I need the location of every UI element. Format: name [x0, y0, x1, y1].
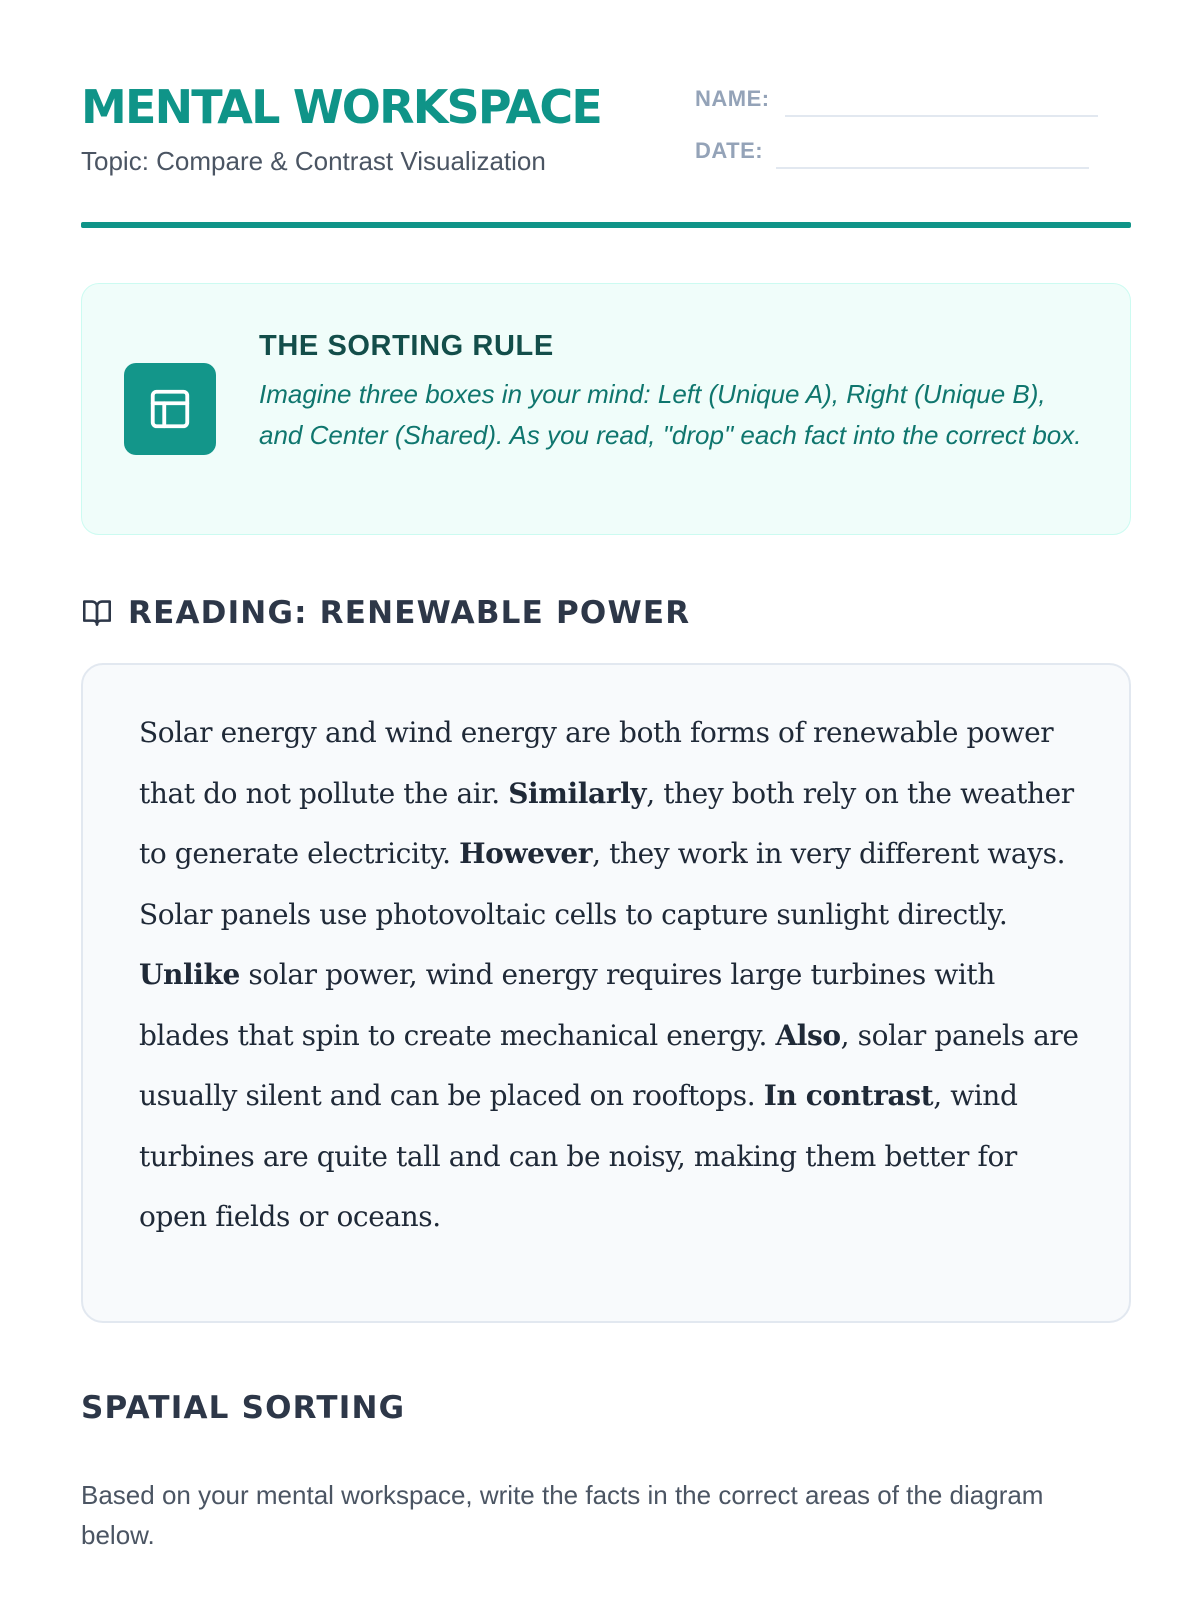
reading-passage	[139, 703, 1079, 1248]
passage-text: solar power, wind energy requires large turbines with blades that spin to create mechanical energy.	[139, 958, 995, 1052]
reading-passage-card	[81, 663, 1131, 1323]
transition-word: Similarly	[508, 776, 647, 810]
rule-heading: THE SORTING RULE	[259, 330, 554, 362]
reading-section-header	[81, 593, 690, 633]
transition-word: Unlike	[139, 958, 240, 991]
transition-word: In contrast	[763, 1079, 934, 1112]
passage-text: , they both rely on the weather to generate electricity.	[139, 776, 1074, 870]
page-title: MENTAL WORKSPACE	[81, 80, 601, 134]
sorting-rule-card	[81, 283, 1131, 535]
transition-word: Also	[775, 1018, 841, 1052]
sorting-instructions: Based on your mental workspace, write the facts in the correct areas of the diagram below.	[81, 1480, 1044, 1550]
passage-text: , wind turbines are quite tall and can be noisy, making them better for open fields or oceans.	[139, 1079, 1018, 1233]
name-field[interactable]	[785, 115, 1098, 117]
transition-word: However	[459, 837, 593, 870]
passage-text: , they work in very different ways. Solar panels use photovoltaic cells to capture sunlight directly.	[139, 837, 1066, 931]
book-open-icon	[81, 598, 115, 628]
reading-heading: READING: RENEWABLE POWER	[128, 595, 691, 631]
name-label: NAME:	[695, 86, 770, 111]
header-divider	[81, 222, 1131, 228]
passage-text: , solar panels are usually silent and can be placed on rooftops.	[139, 1018, 1079, 1112]
topic-subtitle: Topic: Compare & Contrast Visualization	[81, 146, 546, 176]
rule-text: Imagine three boxes in your mind: Left (Unique A), Right (Unique B), and Center (Shared). As you read, "drop" each fact into the correct box.	[259, 379, 1082, 450]
worksheet-header	[81, 78, 1131, 228]
spatial-sorting-heading: SPATIAL SORTING	[81, 1390, 406, 1426]
layout-icon	[124, 363, 216, 455]
date-field[interactable]	[776, 167, 1089, 169]
date-label: DATE:	[695, 138, 764, 163]
passage-text: Solar energy and wind energy are both forms of renewable power that do not pollute the air.	[139, 716, 1054, 810]
